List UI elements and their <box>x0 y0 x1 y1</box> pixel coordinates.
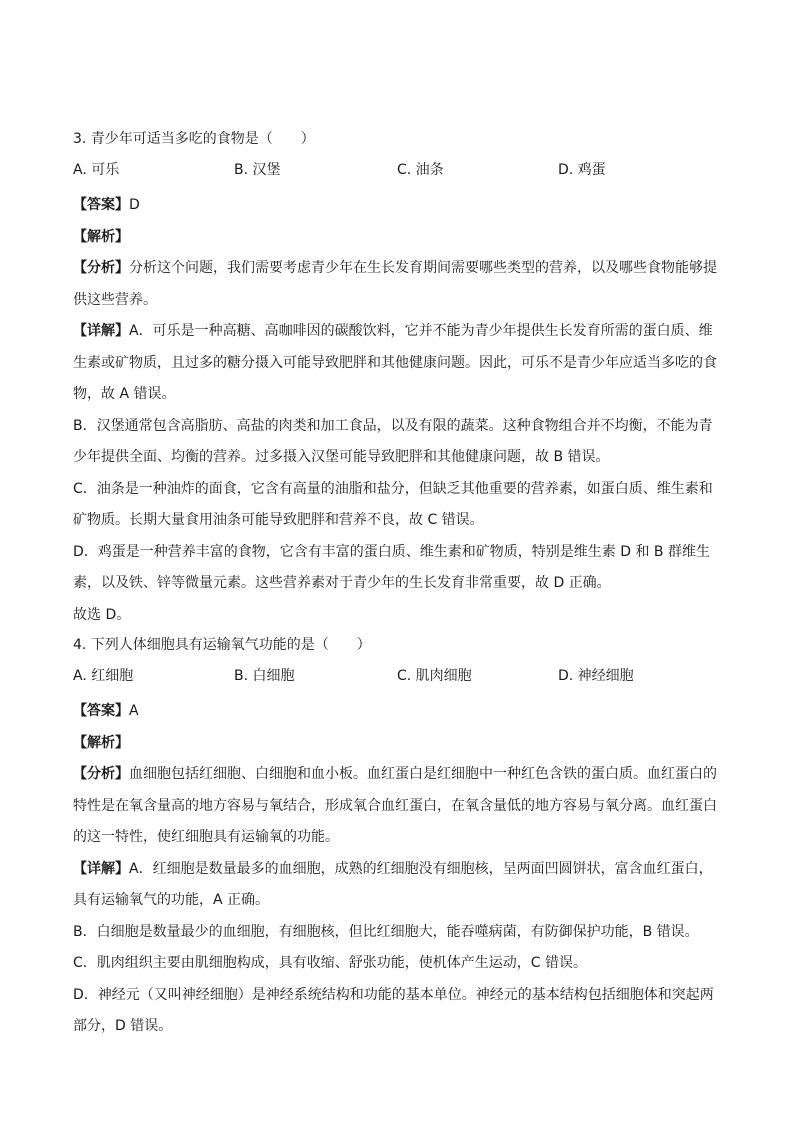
option-b: B. 汉堡 <box>234 162 281 178</box>
analysis-fenxi-cont: 供这些营养。 <box>73 291 157 308</box>
detail-d-cont: 素，以及铁、锌等微量元素。这些营养素对于青少年的生长发育非常重要，故 D 正确。 <box>73 575 611 591</box>
answer-value: A <box>129 703 139 719</box>
answer-line <box>73 190 721 222</box>
question-4-stem: 4. 下列人体细胞具有运输氧气功能的是（ ） <box>73 637 371 653</box>
option-a: A. 红细胞 <box>73 668 134 684</box>
detail-c: C．油条是一种油炸的面食，它含有高量的油脂和盐分，但缺乏其他重要的营养素，如蛋白质、维生素和 <box>73 480 713 497</box>
option-b: B. 白细胞 <box>234 668 295 684</box>
analysis-fenxi: 【分析】分析这个问题，我们需要考虑青少年在生长发育期间需要哪些类型的营养，以及哪些食物能够提 <box>73 260 717 276</box>
detail-c: C．肌肉组织主要由肌细胞构成，具有收缩、舒张功能，使机体产生运动，C 错误。 <box>73 955 587 971</box>
detail-b: B．汉堡通常包含高脂肪、高盐的肉类和加工食品，以及有限的蔬菜。这种食物组合并不均衡，不能为青 <box>73 417 713 434</box>
detail-d: D．鸡蛋是一种营养丰富的食物，它含有丰富的蛋白质、维生素和矿物质，特别是维生素 D 和 B 群维生 <box>73 543 710 560</box>
analysis-heading: 【解析】 <box>73 734 129 751</box>
question-4-options <box>73 665 721 687</box>
option-c: C. 肌肉细胞 <box>397 668 472 684</box>
document-page <box>73 128 721 1043</box>
answer-line <box>73 696 721 728</box>
detail-a-cont: 具有运输氧气的功能，A 正确。 <box>73 892 270 908</box>
option-a: A. 可乐 <box>73 162 120 178</box>
option-d: D. 鸡蛋 <box>558 162 606 178</box>
detail-d: D．神经元（又叫神经细胞）是神经系统结构和功能的基本单位。神经元的基本结构包括细胞体和突起两 <box>73 986 714 1003</box>
answer-tag: 【答案】 <box>73 703 129 719</box>
answer-tag: 【答案】 <box>73 197 129 213</box>
detail-d-cont: 部分，D 错误。 <box>73 1018 173 1034</box>
detail-b: B．白细胞是数量最少的血细胞，有细胞核，但比红细胞大，能吞噬病菌，有防御保护功能，B 错误。 <box>73 923 699 940</box>
analysis-fenxi: 【分析】血细胞包括红细胞、白细胞和血小板。血红蛋白是红细胞中一种红色含铁的蛋白质。血红蛋白的 <box>73 766 717 782</box>
detail-a-cont: 生素或矿物质，且过多的糖分摄入可能导致肥胖和其他健康问题。因此，可乐不是青少年应适当多吃的食 <box>73 354 717 371</box>
detail-b-cont: 少年提供全面、均衡的营养。过多摄入汉堡可能导致肥胖和其他健康问题，故 B 错误。 <box>73 449 610 465</box>
detail-a-cont: 物，故 A 错误。 <box>73 386 176 402</box>
question-3-options <box>73 159 721 181</box>
detail-a: 【详解】A．可乐是一种高糖、高咖啡因的碳酸饮料，它并不能为青少年提供生长发育所需的蛋白质、维 <box>73 323 713 339</box>
analysis-heading: 【解析】 <box>73 228 129 245</box>
option-c: C. 油条 <box>397 162 444 178</box>
analysis-fenxi-cont: 的这一特性，使红细胞具有运输氧的功能。 <box>73 829 339 845</box>
detail-c-cont: 矿物质。长期大量食用油条可能导致肥胖和营养不良，故 C 错误。 <box>73 512 484 528</box>
question-3-stem: 3. 青少年可适当多吃的食物是（ ） <box>73 131 315 147</box>
answer-value: D <box>129 197 140 213</box>
conclusion: 故选 D。 <box>73 606 131 623</box>
analysis-fenxi-cont: 特性是在氧含量高的地方容易与氧结合，形成氧合血红蛋白，在氧含量低的地方容易与氧分离。血红蛋白 <box>73 797 717 814</box>
detail-a: 【详解】A．红细胞是数量最多的血细胞，成熟的红细胞没有细胞核，呈两面凹圆饼状，富含血红蛋白， <box>73 860 713 877</box>
option-d: D. 神经细胞 <box>558 668 634 684</box>
